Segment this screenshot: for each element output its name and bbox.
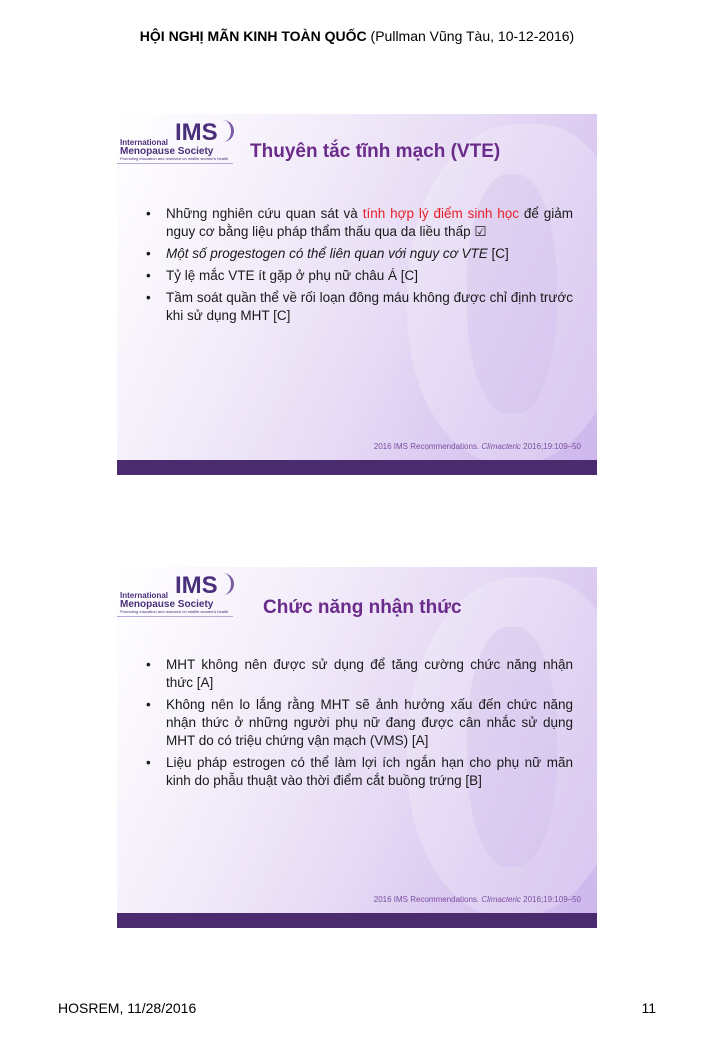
bullet-list	[145, 205, 573, 329]
slide-footer-bar	[117, 913, 597, 928]
list-item: • Liệu pháp estrogen có thể làm lợi ích ngắn hạn cho phụ nữ mãn kinh do phẫu thuật vào thời điểm cắt buồng trứng [B]	[145, 754, 573, 790]
slide-cognition	[117, 567, 597, 928]
logo-divider	[117, 163, 233, 164]
citation: 2016 IMS Recommendations. Climacteric 2016;19:109–50	[373, 442, 581, 451]
header-conference: HỘI NGHỊ MÃN KINH TOÀN QUỐC	[139, 28, 367, 44]
page-number: 11	[641, 1000, 656, 1016]
logo-line1: International	[120, 138, 169, 147]
logo-divider	[117, 616, 233, 617]
logo-ims: IMS	[175, 572, 218, 599]
logo-line2: Menopause Society	[120, 146, 214, 157]
logo-tagline: Promoting education and research on midlife women's health	[120, 609, 229, 614]
footer-date: HOSREM, 11/28/2016	[58, 1000, 197, 1016]
slide-footer-bar	[117, 460, 597, 475]
slide-title: Chức năng nhận thức	[263, 597, 462, 618]
list-item: • MHT không nên được sử dụng để tăng cường chức năng nhận thức [A]	[145, 656, 573, 692]
list-item: • Tầm soát quần thể về rối loạn đông máu không được chỉ định trước khi sử dụng MHT [C]	[145, 289, 573, 325]
logo-line1: International	[120, 591, 169, 600]
list-item: • Một số progestogen có thể liên quan với nguy cơ VTE [C]	[145, 245, 573, 263]
ims-logo	[117, 571, 233, 615]
list-item: • Tỷ lệ mắc VTE ít gặp ở phụ nữ châu Á [C]	[145, 267, 573, 285]
list-item: • Không nên lo lắng rằng MHT sẽ ảnh hưởng xấu đến chức năng nhận thức ở những người phụ nữ đang được cân nhắc sử dụng MHT do có triệu chứng vận mạch (VMS) [A]	[145, 696, 573, 750]
logo-swoosh-icon	[217, 120, 234, 142]
citation: 2016 IMS Recommendations. Climacteric 2016;19:109–50	[373, 895, 581, 904]
page-header	[0, 27, 714, 45]
list-item: • Những nghiên cứu quan sát và tính hợp lý điểm sinh học để giảm nguy cơ bằng liệu pháp thẩm thấu qua da liều thấp ☑	[145, 205, 573, 241]
logo-tagline: Promoting education and research on midlife women's health	[120, 156, 229, 161]
logo-ims: IMS	[175, 119, 218, 146]
bullet-list	[145, 656, 573, 794]
ims-logo	[117, 118, 233, 162]
logo-line2: Menopause Society	[120, 599, 214, 610]
slide-vte	[117, 114, 597, 475]
highlight-text: tính hợp lý điểm sinh học	[362, 206, 519, 221]
header-venue: (Pullman Vũng Tàu, 10-12-2016)	[366, 28, 575, 44]
logo-swoosh-icon	[217, 573, 234, 595]
slide-title: Thuyên tắc tĩnh mạch (VTE)	[250, 141, 501, 162]
